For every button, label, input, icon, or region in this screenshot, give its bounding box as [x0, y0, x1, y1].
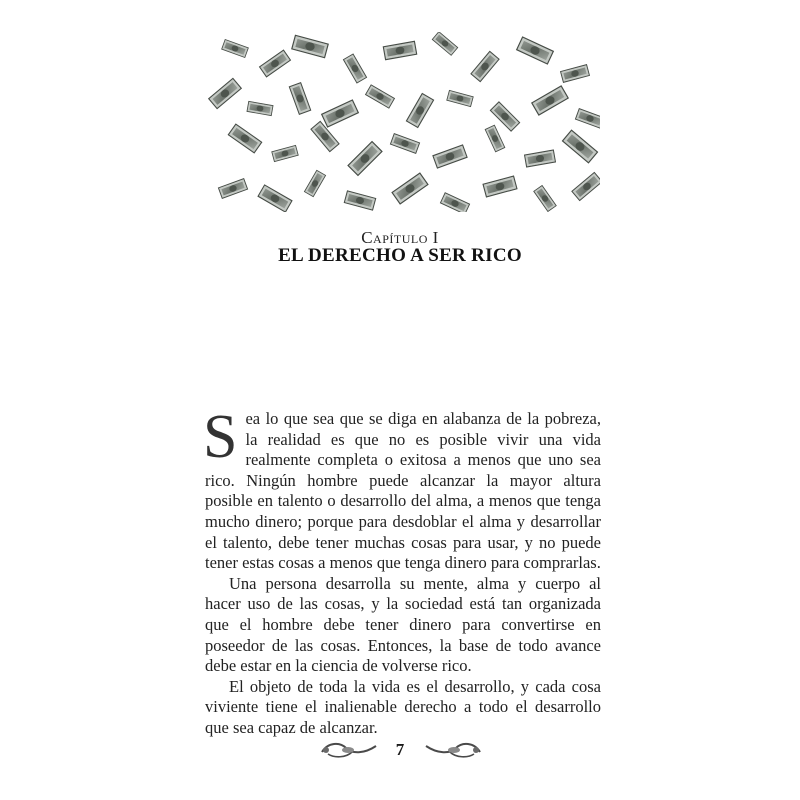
banknote: [562, 129, 599, 163]
banknote: [470, 51, 500, 83]
banknote: [321, 99, 359, 128]
banknote: [257, 184, 292, 212]
banknote: [440, 192, 470, 212]
drop-cap: S: [203, 403, 238, 471]
banknote: [560, 64, 590, 83]
banknote: [218, 178, 248, 199]
banknote: [432, 32, 459, 56]
banknote: [271, 145, 298, 162]
banknote: [571, 172, 600, 202]
banknote: [347, 141, 383, 177]
banknote: [482, 175, 517, 197]
paragraph-1: [203, 403, 601, 574]
banknote: [343, 53, 367, 83]
banknote: [344, 190, 377, 211]
paragraph-1-text: ea lo que sea que se diga en alabanza de la pobreza, la realidad es que no es posible vivir una vida realmente completa o exitosa a menos que uno sea rico. Ningún hombre puede alcanzar la mayor altura posible en talento o desarrollo del alma, a menos que tenga mucho dinero; porque para desdoblar el alma y desarrollar el talento, debe tener muchas cosas para usar, y no puede tener estas cosas a menos que tenga dinero para comprarlas.: [205, 409, 601, 573]
banknote: [575, 108, 600, 129]
banknote: [228, 123, 263, 153]
banknote: [383, 41, 418, 61]
banknote: [432, 144, 468, 168]
page-number: 7: [395, 740, 405, 759]
banknote: [533, 185, 557, 212]
banknote: [531, 85, 569, 116]
banknote: [310, 121, 340, 153]
banknote: [291, 35, 329, 59]
banknote: [208, 78, 242, 110]
falling-banknotes-illustration: [200, 32, 600, 212]
banknote: [406, 93, 435, 128]
lamp-ornament-icon: [422, 738, 484, 760]
banknote: [246, 101, 273, 116]
banknote: [446, 90, 473, 107]
banknote: [390, 133, 420, 154]
paragraph-3: El objeto de toda la vida es el desarrollo, y cada cosa viviente tiene el inalienable derecho a todo el desarrollo que sea capaz de alcanzar.: [205, 676, 601, 737]
chapter-title: EL DERECHO A SER RICO: [278, 245, 522, 266]
banknote: [304, 170, 326, 198]
banknote: [259, 49, 291, 77]
body-text: [203, 403, 601, 739]
banknote: [391, 172, 428, 205]
banknote: [221, 39, 249, 58]
banknote: [516, 36, 554, 65]
chapter-label: Capítulo I: [361, 228, 439, 247]
banknote: [365, 84, 395, 108]
banknote: [524, 149, 556, 167]
banknote: [485, 125, 506, 153]
banknote: [289, 82, 312, 115]
paragraph-2: Una persona desarrolla su mente, alma y cuerpo al hacer uso de las cosas, y la sociedad está tan organizada que el hombre debe tener dinero para convertirse en poseedor de las cosas. Entonces, la base de todo avance debe estar en la ciencia de volverse rico.: [205, 573, 601, 676]
